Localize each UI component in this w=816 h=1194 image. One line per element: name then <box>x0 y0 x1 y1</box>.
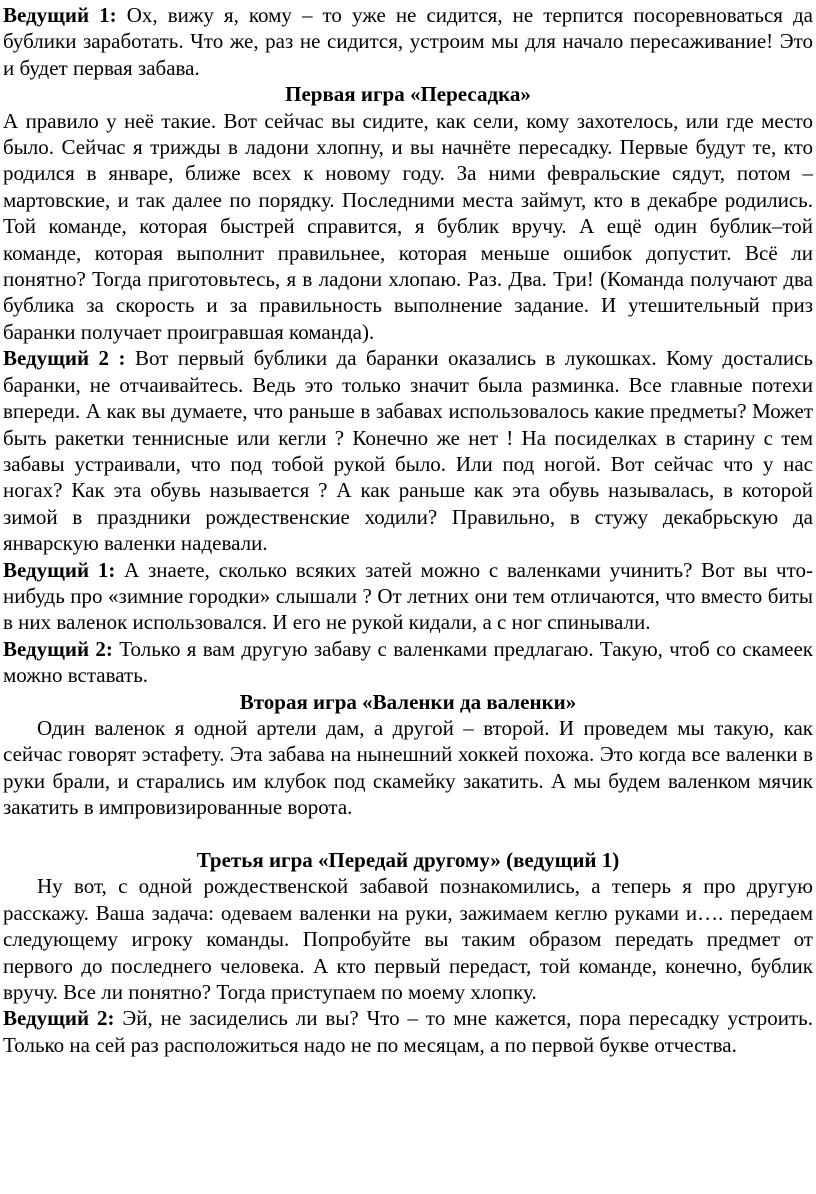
section-heading-third-game: Третья игра «Передай другому» (ведущий 1) <box>196 847 620 872</box>
paragraph-host2-reseat <box>3 1005 813 1058</box>
section-heading-first-game: Первая игра «Пересадка» <box>285 82 531 107</box>
paragraph-host1-gorodki <box>3 557 813 636</box>
paragraph-intro <box>3 2 813 81</box>
blank-line <box>3 821 813 847</box>
speaker-label: Ведущий 2: <box>3 1006 115 1031</box>
paragraph-text: Эй, не засиделись ли вы? Что – то мне кажется, пора пересадку устроить. Только на сей раз расположиться надо не по месяцам, а по первой букве отчества. <box>3 1006 814 1057</box>
speaker-label: Ведущий 2: <box>3 636 113 661</box>
speaker-label: Ведущий 2 : <box>3 346 126 371</box>
paragraph-text: Ох, вижу я, кому – то уже не сидится, не терпится посоревноваться да бублики заработать. Что же, раз не сидится, устроим мы для начало пересаживание! Это и будет первая забава. <box>3 3 813 80</box>
paragraph-text: Только я вам другую забаву с валенками предлагаю. Такую, чтоб со скамеек можно вставать. <box>3 636 814 688</box>
paragraph-text: А знаете, сколько всяких затей можно с валенками учинить? Вот вы что-нибудь про «зимние городки» слышали ? От летних они тем отличаются, что вместо биты в них валенок использовался. И его не рукой кидали, а с ног спинывали. <box>3 557 813 635</box>
paragraph-text: Вот первый бублики да баранки оказались в лукошках. Кому достались баранки, не отчаивайтесь. Ведь это только значит была разминка. Все главные потехи впереди. А как вы думаете, что раньше в забавах использовалось какие предметы? Может быть ракетки теннисные или кегли ? Конечно же нет ! На посиделках в старину с тем забавы устраивали, что под тобой рукой было. Или под ногой. Вот сейчас что у нас ногах? Как эта обувь называется ? А как раньше как эта обувь называлась, в которой зимой в праздники рождественские ходили? Правильно, в стужу декабрьскую да январскую валенки надевали. <box>3 346 813 556</box>
paragraph-host2-new-game <box>3 636 813 689</box>
paragraph-second-game: Один валенок я одной артели дам, а другой – второй. И проведем мы такую, как сейчас говорят эстафету. Эта забава на нынешний хоккей похожа. Это когда все валенки в руки брали, и старались им клубок под скамейку закатить. А мы будем валенком мячик закатить в импровизированные ворота. <box>3 715 813 820</box>
paragraph-host2-valenki <box>3 345 813 556</box>
paragraph-third-game: Ну вот, с одной рождественской забавой познакомились, а теперь я про другую расскажу. Ваша задача: одеваем валенки на руки, зажимаем кеглю руками и…. передаем следующему игроку команды. Попробуйте вы таким образом передать предмет от первого до последнего человека. А кто первый передаст, той команде, конечно, бублик вручу. Все ли понятно? Тогда приступаем по моему хлопку. <box>3 874 813 1005</box>
paragraph-first-game-rules: А правило у неё такие. Вот сейчас вы сидите, как сели, кому захотелось, или где место было. Сейчас я трижды в ладони хлопну, и вы начнёте пересадку. Первые будут те, кто родился в январе, ближе всех к новому году. За ними февральские сядут, потом – мартовские, и так далее по порядку. Последними места займут, кто в декабре родились. Той команде, которая быстрей справится, я бублик вручу. А ещё один бублик–той команде, которая выполнит правильнее, которая меньше ошибок допустит. Всё ли понятно? Тогда приготовьтесь, я в ладони хлопаю. Раз. Два. Три! (Команда получают два бублика за скорость и за правильность выполнение задание. И утешительный приз баранки получает проигравшая команда). <box>3 108 813 344</box>
section-heading-second-game: Вторая игра «Валенки да валенки» <box>239 689 577 714</box>
speaker-label: Ведущий 1: <box>3 3 117 27</box>
speaker-label: Ведущий 1: <box>3 557 116 582</box>
